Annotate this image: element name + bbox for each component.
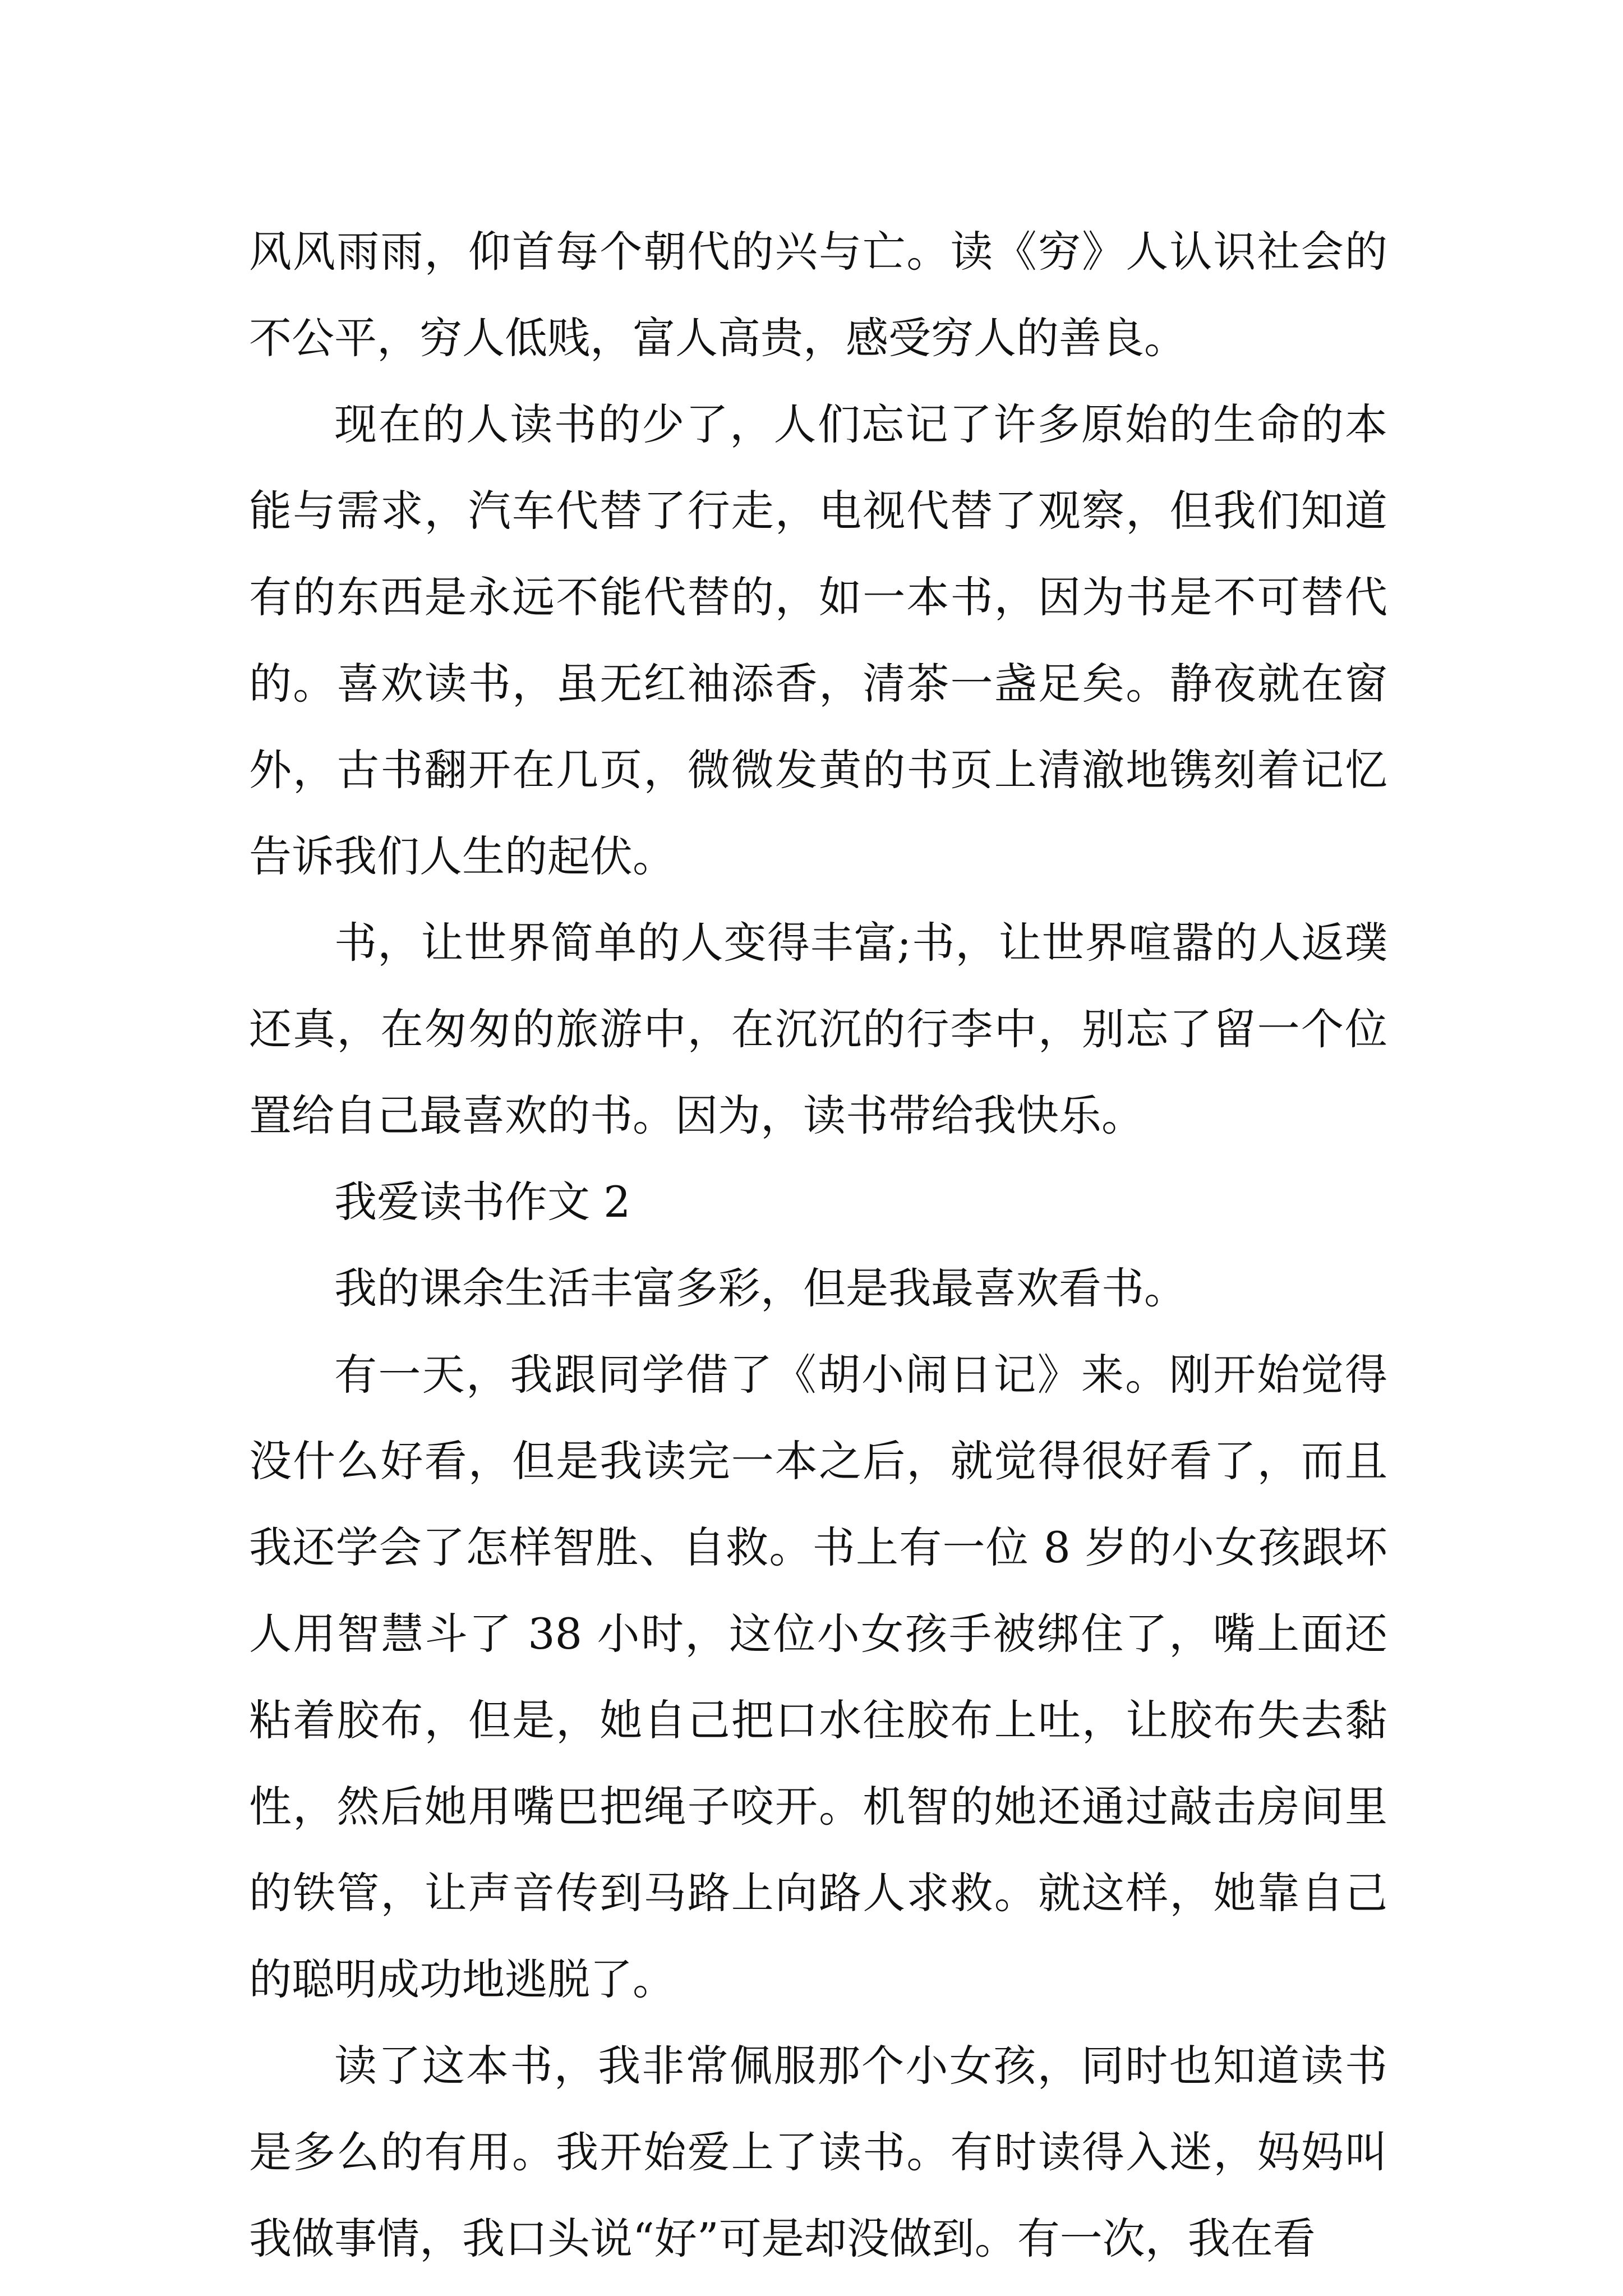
- essay-heading: 我爱读书作文 2: [334, 1177, 631, 1227]
- paragraph-love-reading: 读了这本书，我非常佩服那个小女孩，同时也知道读书是多么的有用。我开始爱上了读书。有时读得入迷，妈妈叫我做事情，我口头说“好”可是却没做到。有一次，我在看: [249, 2041, 1387, 2263]
- paragraph-books-enrich: 书，让世界简单的人变得丰富;书，让世界喧嚣的人返璞还真，在匆匆的旅游中，在沉沉的行李中，别忘了留一个位置给自己最喜欢的书。因为，读书带给我快乐。: [249, 918, 1387, 1140]
- document-body: [249, 209, 1387, 2282]
- paragraph-modern-reading: 现在的人读书的少了，人们忘记了许多原始的生命的本能与需求，汽车代替了行走，电视代替了观察，但我们知道有的东西是永远不能代替的，如一本书，因为书是不可替代的。喜欢读书，虽无红袖添香，清茶一盏足矣。静夜就在窗外，古书翻开在几页，微微发黄的书页上清澈地镌刻着记忆告诉我们人生的起伏。: [249, 399, 1387, 881]
- paragraph-continuation: 风风雨雨，仰首每个朝代的兴与亡。读《穷》人认识社会的不公平，穷人低贱，富人高贵，感受穷人的善良。: [249, 227, 1387, 363]
- paragraph-diary-story: 有一天，我跟同学借了《胡小闹日记》来。刚开始觉得没什么好看，但是我读完一本之后，就觉得很好看了，而且我还学会了怎样智胜、自救。书上有一位 8 岁的小女孩跟坏人用智慧斗了 38 小时，这位小女孩手被绑住了，嘴上面还粘着胶布，但是，她自己把口水往胶布上吐，让胶布失去黏性，然后她用嘴巴把绳子咬开。机智的她还通过敲击房间里的铁管，让声音传到马路上向路人求救。就这样，她靠自己的聪明成功地逃脱了。: [249, 1350, 1387, 2004]
- paragraph-hobby: 我的课余生活丰富多彩，但是我最喜欢看书。: [334, 1263, 1187, 1313]
